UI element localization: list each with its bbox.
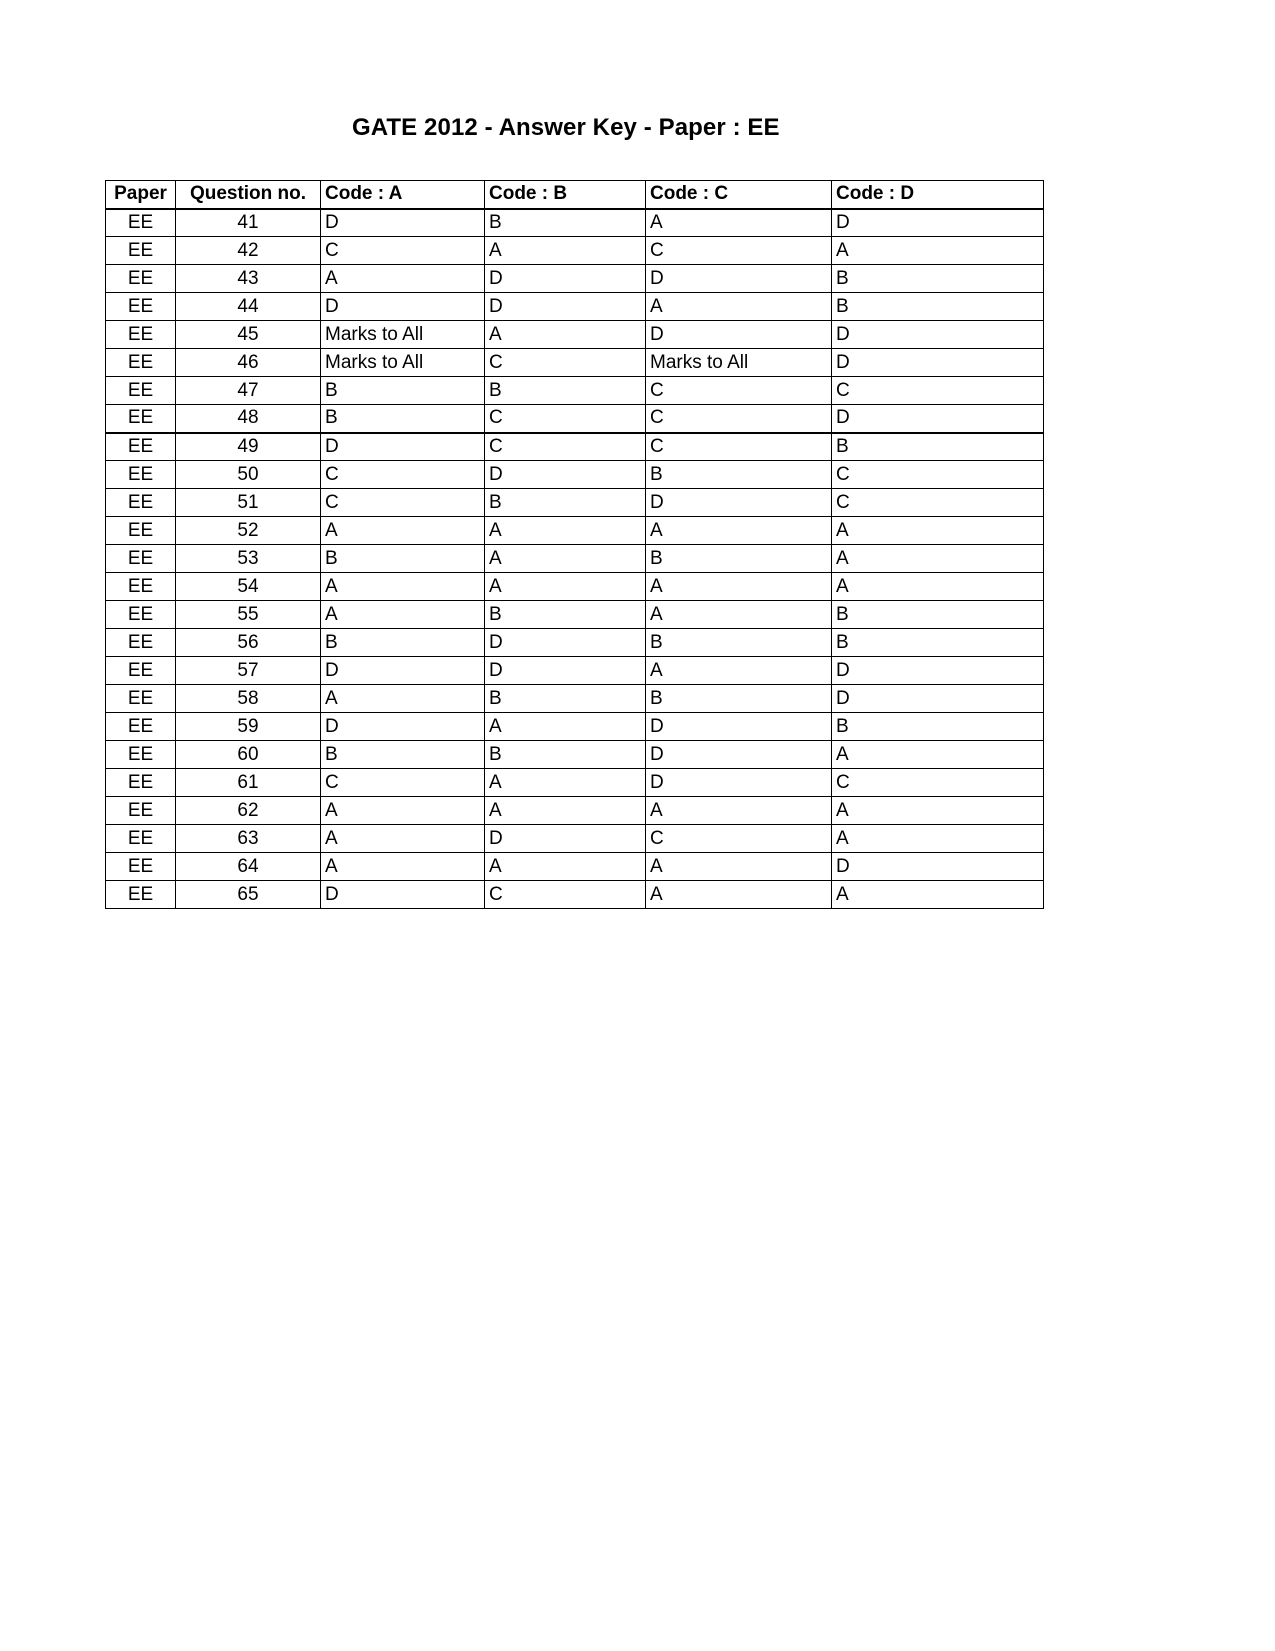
table-row (106, 433, 1044, 461)
question-no-cell: 47 (176, 377, 321, 405)
question-no-cell: 57 (176, 657, 321, 685)
code-a-cell: B (321, 741, 485, 769)
code-c-cell: A (646, 797, 832, 825)
code-d-cell: D (832, 349, 1044, 377)
paper-cell: EE (106, 797, 176, 825)
code-d-cell: D (832, 853, 1044, 881)
code-a-cell: A (321, 797, 485, 825)
code-a-cell: C (321, 769, 485, 797)
header-paper: Paper (106, 181, 176, 209)
code-d-cell: A (832, 545, 1044, 573)
code-d-cell: B (832, 601, 1044, 629)
code-a-cell: A (321, 685, 485, 713)
code-c-cell: A (646, 853, 832, 881)
paper-cell: EE (106, 741, 176, 769)
code-c-cell: Marks to All (646, 349, 832, 377)
paper-cell: EE (106, 601, 176, 629)
code-b-cell: A (485, 713, 646, 741)
question-no-cell: 49 (176, 433, 321, 461)
code-b-cell: B (485, 685, 646, 713)
table-row (106, 265, 1044, 293)
paper-cell: EE (106, 209, 176, 237)
code-d-cell: B (832, 265, 1044, 293)
table-row (106, 209, 1044, 237)
question-no-cell: 41 (176, 209, 321, 237)
code-c-cell: C (646, 377, 832, 405)
table-row (106, 769, 1044, 797)
paper-cell: EE (106, 237, 176, 265)
code-a-cell: A (321, 853, 485, 881)
code-a-cell: D (321, 657, 485, 685)
table-body (106, 209, 1044, 909)
paper-cell: EE (106, 517, 176, 545)
table-row (106, 797, 1044, 825)
question-no-cell: 52 (176, 517, 321, 545)
table-row (106, 545, 1044, 573)
code-a-cell: B (321, 405, 485, 433)
code-d-cell: B (832, 293, 1044, 321)
table-row (106, 405, 1044, 433)
code-c-cell: A (646, 657, 832, 685)
paper-cell: EE (106, 713, 176, 741)
code-b-cell: A (485, 853, 646, 881)
code-d-cell: A (832, 797, 1044, 825)
table-row (106, 629, 1044, 657)
code-a-cell: B (321, 629, 485, 657)
code-c-cell: B (646, 545, 832, 573)
code-b-cell: D (485, 629, 646, 657)
paper-cell: EE (106, 853, 176, 881)
code-c-cell: A (646, 517, 832, 545)
paper-cell: EE (106, 265, 176, 293)
code-b-cell: A (485, 321, 646, 349)
code-d-cell: B (832, 629, 1044, 657)
table-row (106, 377, 1044, 405)
question-no-cell: 45 (176, 321, 321, 349)
code-d-cell: A (832, 825, 1044, 853)
table-row (106, 685, 1044, 713)
paper-cell: EE (106, 433, 176, 461)
header-code-d: Code : D (832, 181, 1044, 209)
paper-cell: EE (106, 657, 176, 685)
table-row (106, 321, 1044, 349)
code-c-cell: C (646, 825, 832, 853)
paper-cell: EE (106, 405, 176, 433)
code-c-cell: D (646, 713, 832, 741)
code-a-cell: D (321, 713, 485, 741)
code-d-cell: A (832, 881, 1044, 909)
question-no-cell: 65 (176, 881, 321, 909)
code-b-cell: C (485, 433, 646, 461)
code-c-cell: A (646, 209, 832, 237)
code-b-cell: D (485, 265, 646, 293)
paper-cell: EE (106, 321, 176, 349)
code-d-cell: C (832, 769, 1044, 797)
question-no-cell: 44 (176, 293, 321, 321)
code-d-cell: A (832, 573, 1044, 601)
question-no-cell: 54 (176, 573, 321, 601)
code-a-cell: B (321, 545, 485, 573)
table-row (106, 349, 1044, 377)
question-no-cell: 55 (176, 601, 321, 629)
code-c-cell: B (646, 685, 832, 713)
question-no-cell: 64 (176, 853, 321, 881)
table-row (106, 517, 1044, 545)
table-row (106, 237, 1044, 265)
code-c-cell: C (646, 405, 832, 433)
code-c-cell: B (646, 629, 832, 657)
paper-cell: EE (106, 629, 176, 657)
code-c-cell: A (646, 573, 832, 601)
table-row (106, 853, 1044, 881)
code-b-cell: B (485, 209, 646, 237)
code-b-cell: A (485, 237, 646, 265)
code-b-cell: A (485, 545, 646, 573)
code-d-cell: D (832, 657, 1044, 685)
table-row (106, 573, 1044, 601)
question-no-cell: 61 (176, 769, 321, 797)
paper-cell: EE (106, 293, 176, 321)
paper-cell: EE (106, 881, 176, 909)
table-row (106, 489, 1044, 517)
code-c-cell: A (646, 601, 832, 629)
code-d-cell: B (832, 433, 1044, 461)
header-question-no: Question no. (176, 181, 321, 209)
code-a-cell: D (321, 881, 485, 909)
question-no-cell: 62 (176, 797, 321, 825)
code-a-cell: C (321, 237, 485, 265)
code-b-cell: D (485, 657, 646, 685)
header-code-b: Code : B (485, 181, 646, 209)
code-a-cell: Marks to All (321, 321, 485, 349)
table-header-row (106, 181, 1044, 209)
table-row (106, 657, 1044, 685)
code-b-cell: C (485, 405, 646, 433)
code-a-cell: A (321, 265, 485, 293)
code-a-cell: D (321, 293, 485, 321)
code-d-cell: C (832, 489, 1044, 517)
code-b-cell: B (485, 489, 646, 517)
table-row (106, 741, 1044, 769)
code-b-cell: B (485, 377, 646, 405)
code-c-cell: D (646, 741, 832, 769)
code-d-cell: C (832, 461, 1044, 489)
question-no-cell: 58 (176, 685, 321, 713)
code-a-cell: A (321, 573, 485, 601)
question-no-cell: 56 (176, 629, 321, 657)
question-no-cell: 46 (176, 349, 321, 377)
code-c-cell: A (646, 881, 832, 909)
code-a-cell: A (321, 601, 485, 629)
table-row (106, 825, 1044, 853)
code-d-cell: C (832, 377, 1044, 405)
question-no-cell: 48 (176, 405, 321, 433)
paper-cell: EE (106, 825, 176, 853)
code-d-cell: D (832, 321, 1044, 349)
code-b-cell: D (485, 461, 646, 489)
code-c-cell: C (646, 433, 832, 461)
code-d-cell: D (832, 209, 1044, 237)
question-no-cell: 51 (176, 489, 321, 517)
paper-cell: EE (106, 685, 176, 713)
code-a-cell: Marks to All (321, 349, 485, 377)
paper-cell: EE (106, 573, 176, 601)
code-d-cell: D (832, 405, 1044, 433)
code-a-cell: D (321, 433, 485, 461)
code-c-cell: C (646, 237, 832, 265)
code-a-cell: A (321, 517, 485, 545)
code-d-cell: D (832, 685, 1044, 713)
question-no-cell: 60 (176, 741, 321, 769)
paper-cell: EE (106, 461, 176, 489)
code-b-cell: C (485, 349, 646, 377)
code-d-cell: A (832, 741, 1044, 769)
question-no-cell: 42 (176, 237, 321, 265)
paper-cell: EE (106, 545, 176, 573)
answer-key-table (105, 180, 1044, 909)
question-no-cell: 43 (176, 265, 321, 293)
question-no-cell: 50 (176, 461, 321, 489)
table-row (106, 601, 1044, 629)
question-no-cell: 63 (176, 825, 321, 853)
table-row (106, 461, 1044, 489)
code-b-cell: A (485, 517, 646, 545)
code-b-cell: D (485, 293, 646, 321)
table-row (106, 293, 1044, 321)
code-c-cell: B (646, 461, 832, 489)
code-c-cell: D (646, 321, 832, 349)
code-b-cell: C (485, 881, 646, 909)
header-code-c: Code : C (646, 181, 832, 209)
paper-cell: EE (106, 489, 176, 517)
code-b-cell: A (485, 573, 646, 601)
code-c-cell: D (646, 265, 832, 293)
code-a-cell: A (321, 825, 485, 853)
paper-cell: EE (106, 769, 176, 797)
code-b-cell: B (485, 741, 646, 769)
question-no-cell: 59 (176, 713, 321, 741)
code-b-cell: A (485, 769, 646, 797)
table-row (106, 881, 1044, 909)
code-a-cell: D (321, 209, 485, 237)
code-a-cell: B (321, 377, 485, 405)
code-d-cell: A (832, 237, 1044, 265)
code-a-cell: C (321, 461, 485, 489)
question-no-cell: 53 (176, 545, 321, 573)
code-b-cell: B (485, 601, 646, 629)
code-c-cell: A (646, 293, 832, 321)
page-title: GATE 2012 - Answer Key - Paper : EE (352, 114, 780, 141)
code-d-cell: B (832, 713, 1044, 741)
code-a-cell: C (321, 489, 485, 517)
code-c-cell: D (646, 769, 832, 797)
code-d-cell: A (832, 517, 1044, 545)
paper-cell: EE (106, 377, 176, 405)
code-b-cell: D (485, 825, 646, 853)
header-code-a: Code : A (321, 181, 485, 209)
table-row (106, 713, 1044, 741)
code-c-cell: D (646, 489, 832, 517)
paper-cell: EE (106, 349, 176, 377)
code-b-cell: A (485, 797, 646, 825)
